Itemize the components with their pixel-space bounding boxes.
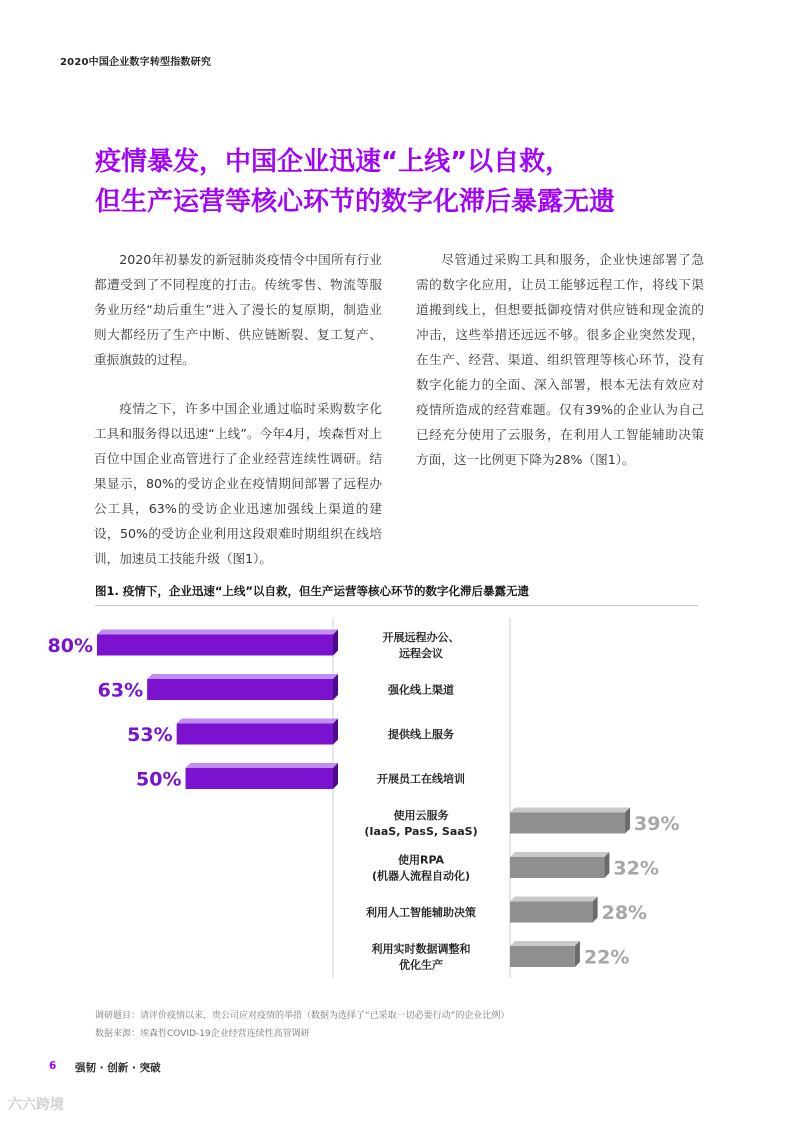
data-label: 32% <box>613 857 659 880</box>
report-header: 2020中国企业数字转型指数研究 <box>60 57 212 68</box>
category-label: 利用实时数据调整和 <box>371 942 471 956</box>
body-column-left <box>94 247 382 595</box>
figure-title: 图1. 疫情下，企业迅速“上线”以自救，但生产运营等核心环节的数字化滞后暴露无遗 <box>95 584 529 598</box>
bar-top-face <box>177 719 338 724</box>
bar <box>177 724 333 745</box>
category-label: 使用云服务 <box>393 809 449 822</box>
data-label: 39% <box>634 813 680 835</box>
bar <box>510 857 604 878</box>
paragraph: 疫情之下，许多中国企业通过临时采购数字化工具和服务得以迅速“上线”。今年4月，埃森哲对上百位中国企业高管进行了企业经营连续性调研。结果显示，80%的受访企业在疫情期间部署了远程办公工具，63%的受访企业迅速加强线上渠道的建设，50%的受访企业利用这段艰难时期组织在线培训，加速员工技能升级（图1）。 <box>94 401 382 566</box>
title-line-1: 疫情暴发，中国企业迅速“上线”以自救， <box>95 147 572 177</box>
data-label: 80% <box>47 635 93 657</box>
bar-top-face <box>97 630 338 635</box>
butterfly-bar-chart <box>0 608 793 993</box>
bar-top-face <box>510 852 609 857</box>
category-label: 使用RPA <box>397 853 445 867</box>
bar-top-face <box>510 897 598 902</box>
category-label: (IaaS, PasS, SaaS) <box>364 825 478 838</box>
category-label: 远程会议 <box>399 647 443 660</box>
bar <box>510 902 593 923</box>
paragraph: 2020年初暴发的新冠肺炎疫情令中国所有行业都遭受到了不同程度的打击。传统零售、物流等服务业历经“劫后重生”进入了漫长的复原期，制造业则大都经历了生产中断、供应链断裂、复工复产、重振旗鼓的过程。 <box>94 252 382 367</box>
bar <box>510 946 575 967</box>
page-number: 6 <box>49 1060 57 1072</box>
category-label: 利用人工智能辅助决策 <box>366 906 476 919</box>
data-label: 28% <box>601 902 648 924</box>
footer-tagline: 强韧 · 创新 · 突破 <box>75 1062 161 1074</box>
paragraph: 尽管通过采购工具和服务，企业快速部署了急需的数字化应用，让员工能够远程工作，将线下渠道搬到线上，但想要抵御疫情对供应链和现金流的冲击，这些举措还远远不够。很多企业突然发现，在生产、经营、渠道、组织管理等核心环节，没有数字化能力的全面、深入部署，根本无法有效应对疫情所造成的经营难题。仅有39%的企业认为自己已经充分使用了云服务，在利用人工智能辅助决策方面，这一比例更下降为28%（图1）。 <box>416 252 704 467</box>
data-label: 53% <box>127 724 173 746</box>
category-label: 开展员工在线培训 <box>377 772 465 786</box>
category-label: 强化线上渠道 <box>388 683 454 697</box>
bar <box>186 768 334 789</box>
bar-top-face <box>147 674 338 679</box>
body-column-right <box>416 247 704 496</box>
bar <box>147 679 333 700</box>
bar-top-face <box>510 808 630 813</box>
category-label: (机器人流程自动化) <box>371 869 471 883</box>
bar <box>97 635 333 656</box>
category-label: 提供线上服务 <box>388 728 454 741</box>
data-source: 数据来源：埃森哲COVID-19企业经营连续性高管调研 <box>95 1029 310 1039</box>
bar <box>510 813 625 834</box>
page-title <box>95 142 755 222</box>
data-label: 63% <box>97 679 144 702</box>
data-label: 50% <box>136 768 182 791</box>
bar-top-face <box>186 763 339 768</box>
bar-top-face <box>510 941 580 946</box>
data-label: 22% <box>583 946 630 969</box>
title-line-2: 但生产运营等核心环节的数字化滞后暴露无遗 <box>95 187 616 217</box>
category-label: 开展远程办公、 <box>382 631 460 644</box>
survey-note: 调研题目：请评价疫情以来，贵公司应对疫情的举措（数据为选择了“已采取一切必要行动”的企业比例） <box>95 1011 510 1021</box>
figure-divider <box>95 605 698 606</box>
category-label: 优化生产 <box>399 958 443 972</box>
watermark-logo: 六六跨境 <box>8 1097 64 1113</box>
